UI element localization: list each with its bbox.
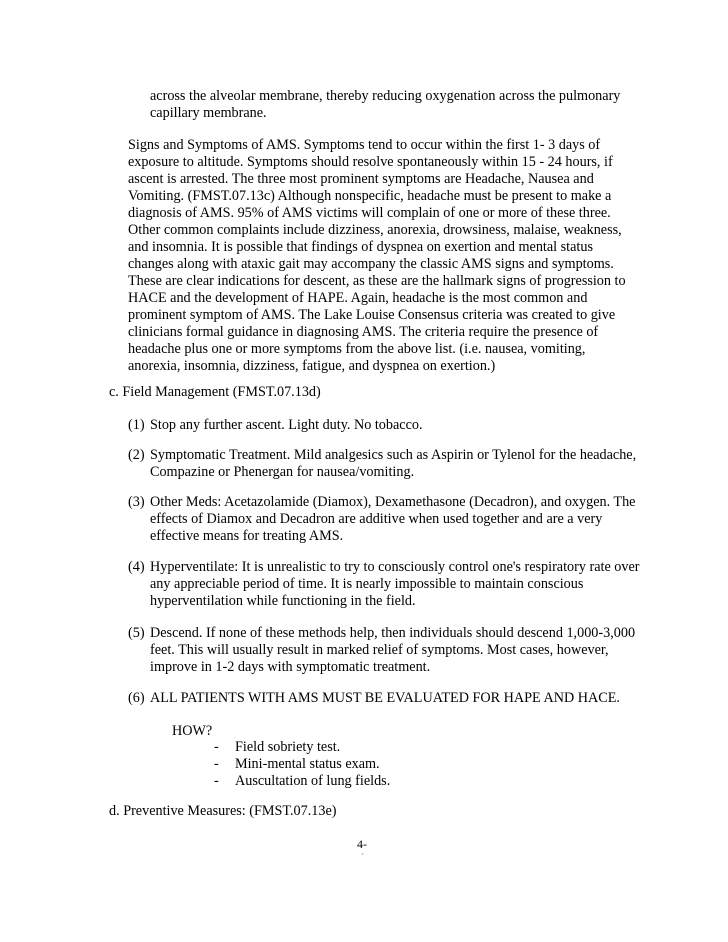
list-item: [128, 417, 668, 434]
text-line: and insomnia. It is possible that findings of dyspnea on exertion and mental status: [128, 239, 593, 255]
item-number: (6): [128, 690, 145, 706]
text-line: exposure to altitude. Symptoms should resolve spontaneously within 15 - 24 hours, if: [128, 154, 613, 170]
text-line: ascent is arrested. The three most prominent symptoms are Headache, Nausea and: [128, 171, 594, 187]
how-list: [214, 739, 414, 790]
text-line: improve in 1-2 days with symptomatic treatment.: [150, 659, 431, 675]
text-line: effects of Diamox and Decadron are additive when used together and are a very: [150, 511, 603, 527]
text-line: Hyperventilate: It is unrealistic to try to consciously control one's respiratory rate over: [150, 559, 640, 575]
text-line: feet. This will usually result in marked relief of symptoms. Most cases, however,: [150, 642, 609, 658]
list-item: [128, 447, 668, 481]
item-number: (5): [128, 625, 145, 641]
how-label: HOW?: [172, 723, 213, 739]
how-list-item: [214, 756, 414, 773]
item-number: (3): [128, 494, 145, 510]
how-item-text: Auscultation of lung fields.: [235, 773, 391, 789]
text-line: capillary membrane.: [150, 105, 267, 121]
text-line: Symptomatic Treatment. Mild analgesics such as Aspirin or Tylenol for the headache,: [150, 447, 637, 463]
list-item: [128, 559, 668, 610]
page-mark: ´: [361, 852, 364, 862]
text-line: changes along with ataxic gait may accompany the classic AMS signs and symptoms.: [128, 256, 614, 272]
text-line: prominent symptom of AMS. The Lake Louise Consensus criteria was created to give: [128, 307, 616, 323]
text-line: any appreciable period of time. It is nearly impossible to maintain conscious: [150, 576, 584, 592]
text-line: clinicians formal guidance in diagnosing AMS. The criteria require the presence of: [128, 324, 599, 340]
item-number: (2): [128, 447, 145, 463]
text-line: headache plus one or more symptoms from the above list. (i.e. nausea, vomiting,: [128, 341, 586, 357]
text-line: across the alveolar membrane, thereby reducing oxygenation across the pulmonary: [150, 88, 621, 104]
text-line: effective means for treating AMS.: [150, 528, 344, 544]
how-list-item: [214, 739, 414, 756]
how-item-text: Mini-mental status exam.: [235, 756, 380, 772]
text-line: ALL PATIENTS WITH AMS MUST BE EVALUATED FOR HAPE AND HACE.: [150, 690, 620, 706]
how-list-item: [214, 773, 414, 790]
dash-bullet: -: [214, 756, 219, 772]
text-line: hyperventilation while functioning in the field.: [150, 593, 416, 609]
text-line: These are clear indications for descent, as these are the hallmark signs of progression to: [128, 273, 626, 289]
page-number: 4-: [357, 837, 367, 851]
continuation-paragraph: [150, 88, 620, 122]
text-line: anorexia, insomnia, dizziness, fatigue, and dyspnea on exertion.): [128, 358, 496, 374]
how-item-text: Field sobriety test.: [235, 739, 341, 755]
text-line: Signs and Symptoms of AMS. Symptoms tend to occur within the first 1- 3 days of: [128, 137, 601, 153]
list-item: [128, 690, 668, 707]
text-line: Vomiting. (FMST.07.13c) Although nonspecific, headache must be present to make a: [128, 188, 612, 204]
item-number: (1): [128, 417, 145, 433]
text-line: Stop any further ascent. Light duty. No tobacco.: [150, 417, 423, 433]
text-line: HACE and the development of HAPE. Again, headache is the most common and: [128, 290, 588, 306]
dash-bullet: -: [214, 773, 219, 789]
signs-symptoms-paragraph: [128, 137, 626, 375]
section-c-heading: c. Field Management (FMST.07.13d): [109, 384, 321, 400]
text-line: Compazine or Phenergan for nausea/vomiting.: [150, 464, 415, 480]
item-number: (4): [128, 559, 145, 575]
list-item: [128, 494, 668, 545]
list-item: [128, 625, 668, 676]
text-line: Other Meds: Acetazolamide (Diamox), Dexamethasone (Decadron), and oxygen. The: [150, 494, 636, 510]
text-line: diagnosis of AMS. 95% of AMS victims will complain of one or more of these three.: [128, 205, 611, 221]
section-d-heading: d. Preventive Measures: (FMST.07.13e): [109, 803, 337, 819]
text-line: Other common complaints include dizziness, anorexia, drowsiness, malaise, weakness,: [128, 222, 622, 238]
text-line: Descend. If none of these methods help, then individuals should descend 1,000-3,000: [150, 625, 636, 641]
dash-bullet: -: [214, 739, 219, 755]
